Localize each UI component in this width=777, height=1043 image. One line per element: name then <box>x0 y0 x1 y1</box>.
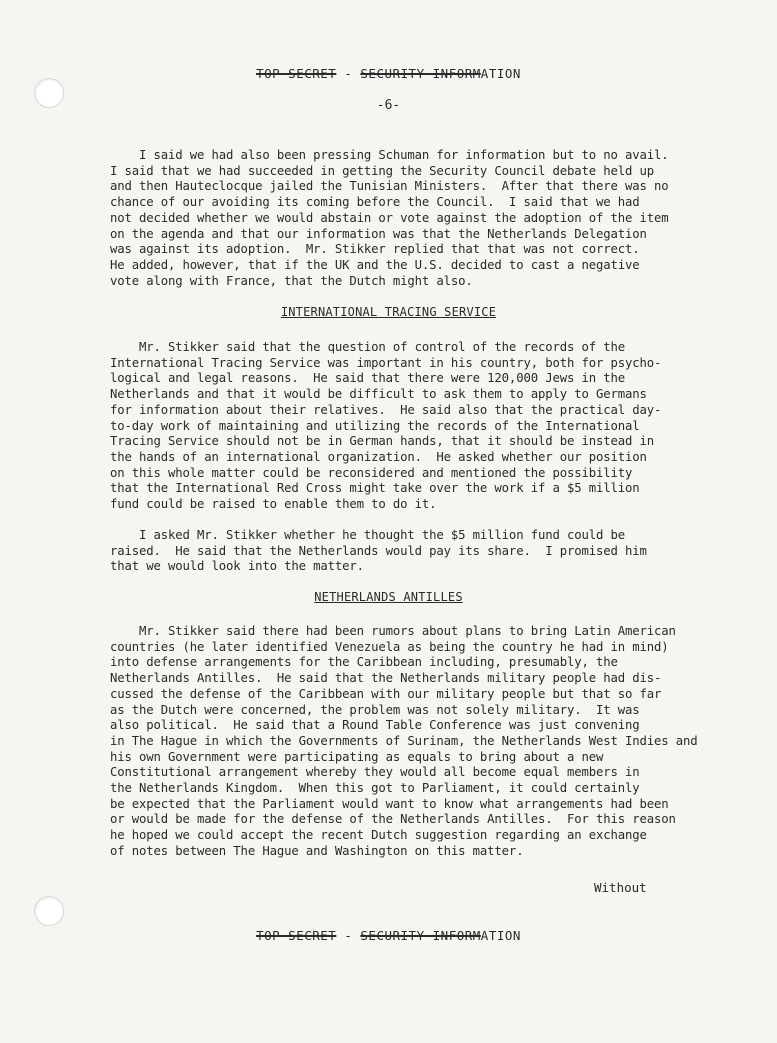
page-number: -6- <box>376 98 401 113</box>
paragraph-tracing-service: Mr. Stikker said that the question of control of the records of the International Tracing Service was important in his country, both for psycho- logical and legal reasons. He said that there were 120,000 Jews in the Netherlands and that it would be difficult to ask them to apply to Germans for information about their relatives. He said also that the practical day- to-day work of maintaining and utilizing the records of the International Tracing Service should not be in German hands, that it should be instead in the hands of an international organization. He asked whether our position on this whole matter could be reconsidered and mentioned the possibility that the International Red Cross might take over the work if a $5 million fund could be raised to enable them to do it. <box>110 340 662 512</box>
classification-struck: TOP SECRET <box>256 928 337 943</box>
top-classification: TOP SECRET - SECURITY INFORMATION <box>256 66 521 81</box>
punch-hole <box>34 896 64 926</box>
classification-tail-struck: SECURITY INFORM <box>360 928 481 943</box>
classification-tail-struck: SECURITY INFORM <box>360 66 481 81</box>
paragraph-antilles: Mr. Stikker said there had been rumors about plans to bring Latin American countries (he later identified Venezuela as being the country he had in mind) into defense arrangements for the Caribbean including, presumably, the Netherlands Antilles. He said that the Netherlands military people had dis- cussed the defense of the Caribbean with our military people but that so far as the Dutch were concerned, the problem was not solely military. It was also political. He said that a Round Table Conference was just convening in The Hague in which the Governments of Surinam, the Netherlands West Indies and his own Government were participating as equals to bring about a new Constitutional arrangement whereby they would all become equal members in the Netherlands Kingdom. When this got to Parliament, it could certainly be expected that the Parliament would want to know what arrangements had been or would be made for the defense of the Netherlands Antilles. For this reason he hoped we could accept the recent Dutch suggestion regarding an exchange of notes between The Hague and Washington on this matter. <box>110 624 698 858</box>
bottom-classification: TOP SECRET - SECURITY INFORMATION <box>256 928 521 943</box>
continuation-word: Without <box>594 880 647 895</box>
paragraph-fund: I asked Mr. Stikker whether he thought the $5 million fund could be raised. He said that the Netherlands would pay its share. I promised him that we would look into the matter. <box>110 528 647 574</box>
classification-struck: TOP SECRET <box>256 66 337 81</box>
section-heading-tracing-service: INTERNATIONAL TRACING SERVICE <box>280 305 497 319</box>
paragraph-security-council: I said we had also been pressing Schuman for information but to no avail. I said that we had succeeded in getting the Security Council debate held up and then Hauteclocque jailed the Tunisian Ministers. After that there was no chance of our avoiding its coming before the Council. I said that we had not decided whether we would abstain or vote against the adoption of the item on the agenda and that our information was that the Netherlands Delegation was against its adoption. Mr. Stikker replied that that was not correct. He added, however, that if the UK and the U.S. decided to cast a negative vote along with France, that the Dutch might also. <box>110 148 669 288</box>
section-heading-antilles: NETHERLANDS ANTILLES <box>314 590 463 604</box>
